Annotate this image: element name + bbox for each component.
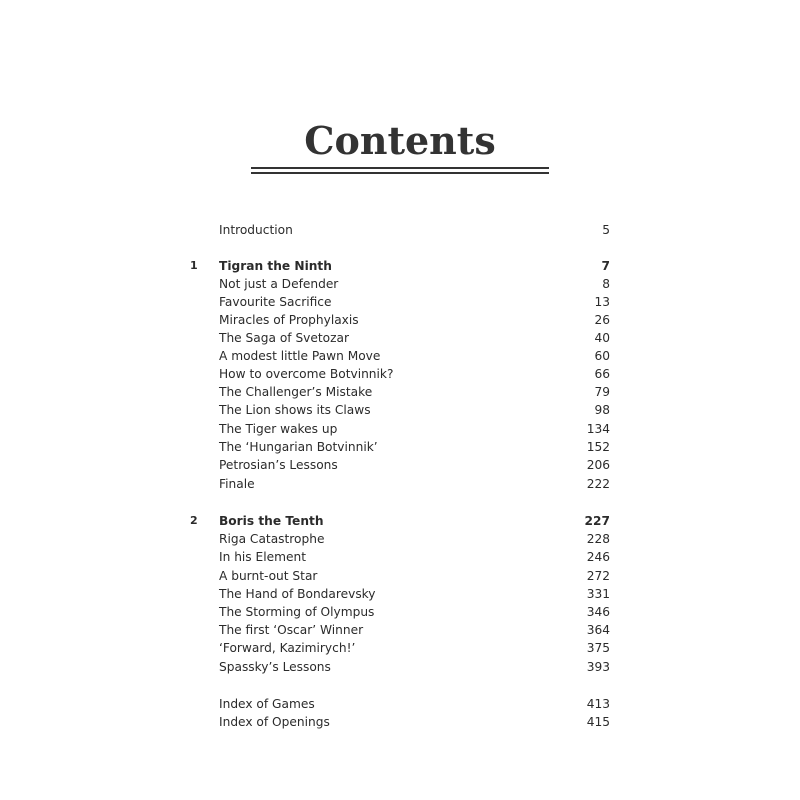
toc-entry[interactable] bbox=[0, 329, 800, 347]
entry-label: Riga Catastrophe bbox=[219, 532, 325, 546]
entry-page: 66 bbox=[594, 367, 610, 381]
toc-entry[interactable] bbox=[0, 438, 800, 456]
entry-page: 79 bbox=[594, 385, 610, 399]
entry-page: 272 bbox=[586, 569, 610, 583]
toc-entry[interactable] bbox=[0, 548, 800, 566]
entry-page: 346 bbox=[586, 605, 610, 619]
chapter-heading[interactable] bbox=[0, 512, 800, 530]
entry-page: 206 bbox=[586, 458, 610, 472]
entry-page: 40 bbox=[594, 331, 610, 345]
entry-label: A burnt-out Star bbox=[219, 569, 318, 583]
entry-label: In his Element bbox=[219, 550, 306, 564]
entry-label: Introduction bbox=[219, 223, 293, 237]
entry-label: Not just a Defender bbox=[219, 277, 339, 291]
chapter-page: 227 bbox=[584, 514, 610, 528]
entry-page: 60 bbox=[594, 349, 610, 363]
toc-entry[interactable] bbox=[0, 456, 800, 474]
entry-label: Finale bbox=[219, 477, 255, 491]
toc-entry[interactable] bbox=[0, 585, 800, 603]
entry-page: 375 bbox=[586, 641, 610, 655]
entry-page: 413 bbox=[586, 697, 610, 711]
entry-page: 364 bbox=[586, 623, 610, 637]
entry-label: The Hand of Bondarevsky bbox=[219, 587, 376, 601]
title-underline bbox=[251, 172, 549, 174]
chapter-title: Boris the Tenth bbox=[219, 514, 324, 528]
entry-label: The first ‘Oscar’ Winner bbox=[219, 623, 364, 637]
entry-page: 246 bbox=[586, 550, 610, 564]
toc-entry-index-openings[interactable] bbox=[0, 713, 800, 731]
entry-label: A modest little Pawn Move bbox=[219, 349, 381, 363]
entry-page: 393 bbox=[586, 660, 610, 674]
toc-entry-index-games[interactable] bbox=[0, 695, 800, 713]
entry-page: 228 bbox=[586, 532, 610, 546]
entry-label: Miracles of Prophylaxis bbox=[219, 313, 359, 327]
chapter-heading[interactable] bbox=[0, 257, 800, 275]
entry-label: Index of Games bbox=[219, 697, 315, 711]
entry-page: 415 bbox=[586, 715, 610, 729]
toc-entry[interactable] bbox=[0, 293, 800, 311]
entry-label: The Lion shows its Claws bbox=[219, 403, 371, 417]
entry-label: Spassky’s Lessons bbox=[219, 660, 331, 674]
toc-entry[interactable] bbox=[0, 567, 800, 585]
entry-label: The Storming of Olympus bbox=[219, 605, 375, 619]
chapter-number: 2 bbox=[190, 514, 198, 527]
entry-label: Favourite Sacrifice bbox=[219, 295, 332, 309]
entry-page: 98 bbox=[594, 403, 610, 417]
chapter-number: 1 bbox=[190, 259, 198, 272]
title-underline bbox=[251, 167, 549, 169]
toc-entry[interactable] bbox=[0, 347, 800, 365]
toc-entry[interactable] bbox=[0, 621, 800, 639]
toc-entry[interactable] bbox=[0, 658, 800, 676]
entry-label: The ‘Hungarian Botvinnik’ bbox=[219, 440, 378, 454]
toc-entry[interactable] bbox=[0, 639, 800, 657]
entry-page: 26 bbox=[594, 313, 610, 327]
toc-entry[interactable] bbox=[0, 383, 800, 401]
toc-entry[interactable] bbox=[0, 603, 800, 621]
toc-entry-introduction[interactable] bbox=[0, 221, 800, 239]
entry-page: 134 bbox=[586, 422, 610, 436]
toc-entry[interactable] bbox=[0, 530, 800, 548]
toc-entry[interactable] bbox=[0, 311, 800, 329]
entry-page: 331 bbox=[586, 587, 610, 601]
toc-entry[interactable] bbox=[0, 275, 800, 293]
toc-entry[interactable] bbox=[0, 475, 800, 493]
entry-label: Index of Openings bbox=[219, 715, 330, 729]
entry-label: The Saga of Svetozar bbox=[219, 331, 350, 345]
toc-entry[interactable] bbox=[0, 365, 800, 383]
entry-page: 8 bbox=[602, 277, 610, 291]
toc-entry[interactable] bbox=[0, 420, 800, 438]
entry-label: The Tiger wakes up bbox=[219, 422, 338, 436]
page-title: Contents bbox=[304, 118, 496, 163]
entry-label: The Challenger’s Mistake bbox=[219, 385, 373, 399]
entry-page: 13 bbox=[594, 295, 610, 309]
entry-label: ‘Forward, Kazimirych!’ bbox=[219, 641, 356, 655]
chapter-title: Tigran the Ninth bbox=[219, 259, 332, 273]
entry-page: 152 bbox=[586, 440, 610, 454]
toc-entry[interactable] bbox=[0, 401, 800, 419]
entry-page: 222 bbox=[586, 477, 610, 491]
entry-label: Petrosian’s Lessons bbox=[219, 458, 338, 472]
entry-label: How to overcome Botvinnik? bbox=[219, 367, 394, 381]
entry-page: 5 bbox=[602, 223, 610, 237]
chapter-page: 7 bbox=[601, 259, 610, 273]
